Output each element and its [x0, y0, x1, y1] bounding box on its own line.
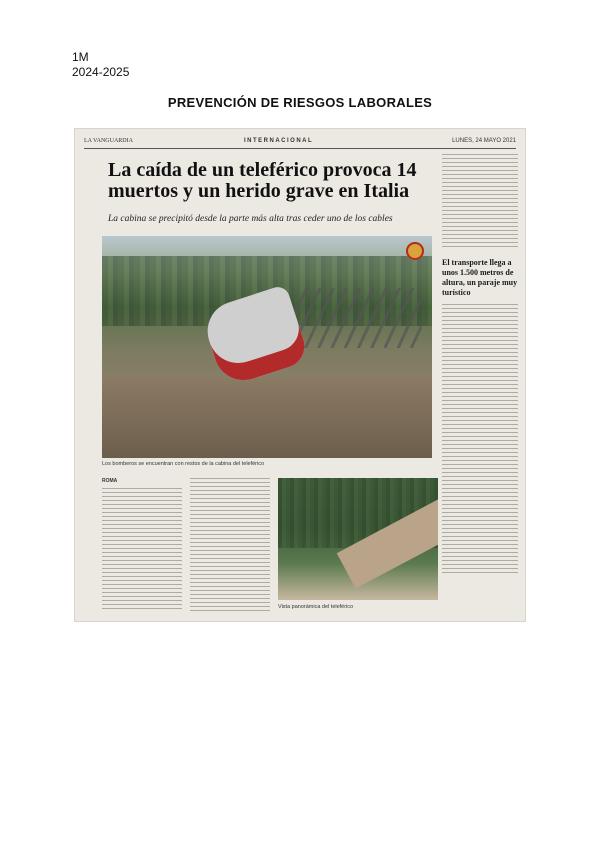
newspaper-clipping	[74, 128, 526, 622]
article-byline: ROMA	[102, 478, 118, 484]
document-title: PREVENCIÓN DE RIESGOS LABORALES	[167, 95, 433, 110]
article-subheadline: La cabina se precipitó desde la parte más alta tras ceder uno de los cables	[108, 214, 393, 224]
section-name: INTERNACIONAL	[244, 138, 314, 144]
body-text-middle	[190, 478, 270, 612]
right-column	[442, 154, 518, 574]
main-photo-caption: Los bomberos se encuentran con restos de la cabina del teleférico	[102, 461, 265, 467]
publication-date: LUNES, 24 MAYO 2021	[452, 138, 516, 144]
body-text-left	[102, 488, 182, 612]
article-body-left	[102, 478, 182, 612]
document-meta	[72, 50, 129, 80]
publication-name: LA VANGUARDIA	[84, 138, 133, 144]
course-label: 1M	[72, 50, 89, 64]
right-column-text-lower	[442, 304, 518, 574]
sidebar-kicker: El transporte llega a unos 1.500 metros de altura, un paraje muy turístico	[442, 258, 518, 297]
newspaper-masthead	[84, 138, 516, 150]
fire-brigade-emblem-icon	[406, 242, 424, 260]
article-headline: La caída de un teleférico provoca 14 muertos y un herido grave en Italia	[108, 159, 417, 202]
article-body-middle	[190, 478, 270, 612]
second-photo-caption: Vista panorámica del teleférico	[278, 604, 354, 610]
cable-wreckage	[292, 288, 422, 348]
school-year: 2024-2025	[72, 65, 130, 79]
forest-aerial-photo	[278, 478, 438, 600]
right-column-text	[442, 154, 518, 250]
masthead-rule	[84, 148, 516, 149]
cable-car-crash-photo	[102, 236, 432, 458]
ground-area	[102, 378, 432, 458]
